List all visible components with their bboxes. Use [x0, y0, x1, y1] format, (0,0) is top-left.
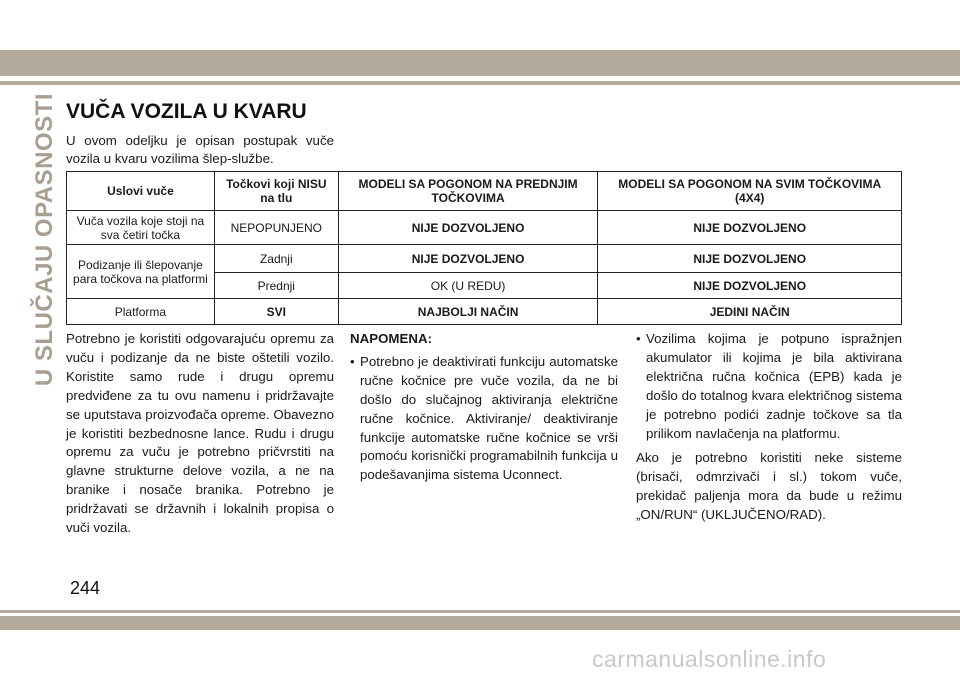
- bullet-marker: •: [350, 353, 355, 369]
- footer-rule: [0, 610, 960, 613]
- table-header-cell: MODELI SA POGONOM NA PREDNJIM TOČKOVIMA: [338, 172, 598, 211]
- table-cell-awd: NIJE DOZVOLJENO: [598, 211, 902, 245]
- note-heading: NAPOMENA:: [350, 331, 432, 346]
- table-cell-awd: JEDINI NAČIN: [598, 299, 902, 325]
- table-cell-fwd: NAJBOLJI NAČIN: [338, 299, 598, 325]
- table-cell-fwd: NIJE DOZVOLJENO: [338, 245, 598, 273]
- table-header-cell: Točkovi koji NISU na tlu: [214, 172, 338, 211]
- table-row: [67, 299, 902, 325]
- bullet-marker: •: [636, 331, 641, 346]
- table-cell-fwd: NIJE DOZVOLJENO: [338, 211, 598, 245]
- table-header-cell: Uslovi vuče: [67, 172, 215, 211]
- section-title: VUČA VOZILA U KVARU: [66, 100, 307, 123]
- table-cell-wheels: NEPOPUNJENO: [214, 211, 338, 245]
- header-band: [0, 50, 960, 76]
- column-left: [66, 330, 334, 538]
- note-bullet: [636, 330, 902, 443]
- table-cell-wheels: Zadnji: [214, 245, 338, 273]
- table-cell-condition: Podizanje ili šlepovanje para točkova na platformi: [67, 245, 215, 299]
- towing-conditions-table: [66, 171, 902, 325]
- table-cell-condition: Platforma: [67, 299, 215, 325]
- note-bullet: [350, 353, 618, 485]
- table-row: [67, 245, 902, 273]
- table-cell-awd: NIJE DOZVOLJENO: [598, 273, 902, 299]
- footer-band: [0, 616, 960, 630]
- intro-paragraph: U ovom odeljku je opisan postupak vuče vozila u kvaru vozilima šlep-službe.: [66, 133, 334, 166]
- table-header-row: [67, 172, 902, 211]
- ignition-paragraph: Ako je potrebno koristiti neke sisteme (brisači, odmrzivači i sl.) tokom vuče, prekidač paljenja mora da bude u režimu „ON/RUN“ (UKLJUČENO/RAD).: [636, 450, 902, 523]
- page-number: 244: [70, 578, 101, 598]
- table-header-cell: MODELI SA POGONOM NA SVIM TOČKOVIMA (4X4): [598, 172, 902, 211]
- table-cell-wheels: Prednji: [214, 273, 338, 299]
- section-side-tab: [25, 92, 65, 387]
- table-cell-awd: NIJE DOZVOLJENO: [598, 245, 902, 273]
- table-cell-condition: Vuča vozila koje stoji na sva četiri točka: [67, 211, 215, 245]
- note-bullet-text: Potrebno je deaktivirati funkciju automatske ručne kočnice pre vuče vozila, da ne bi došlo do slučajnog aktiviranja električne ručne kočnice. Aktiviranje/ deaktiviranje funkcije automatske ručne kočnice se vrši pomoću korisnički programabilnih funkcija u podešavanjima sistema Uconnect.: [360, 353, 618, 483]
- watermark: carmanualsonline.info: [592, 646, 827, 672]
- table-cell-wheels: SVI: [214, 299, 338, 325]
- column-middle: [350, 330, 618, 491]
- table-cell-fwd: OK (U REDU): [338, 273, 598, 299]
- column-right: [636, 330, 902, 525]
- note-bullet-text: Vozilima kojima je potpuno ispražnjen akumulator ili kojima je bila aktivirana električna ručna kočnica (EPB) kada je došlo do totalnog kvara električnog sistema je potrebno podići zadnje točkove sa tla prilikom navlačenja na platformu.: [646, 331, 902, 441]
- towing-equipment-paragraph: Potrebno je koristiti odgovarajuću opremu za vuču i podizanje da ne biste oštetili vozilo. Koristite samo rude i drugu opremu predviđene za tu ovu namenu i pridržavajte se uputstava proizvođača opreme. Obavezno je koristiti bezbednosne lance. Rudu i drugu opremu za vuču je potrebno pričvrstiti na glavne strukturne delove vozila, a ne na branike i nosače branika. Potrebno je pridržavati se državnih i lokalnih propisa o vuči vozila.: [66, 331, 334, 536]
- section-side-tab-label: U SLUČAJU OPASNOSTI: [31, 92, 58, 387]
- header-rule: [0, 81, 960, 85]
- table-row: [67, 211, 902, 245]
